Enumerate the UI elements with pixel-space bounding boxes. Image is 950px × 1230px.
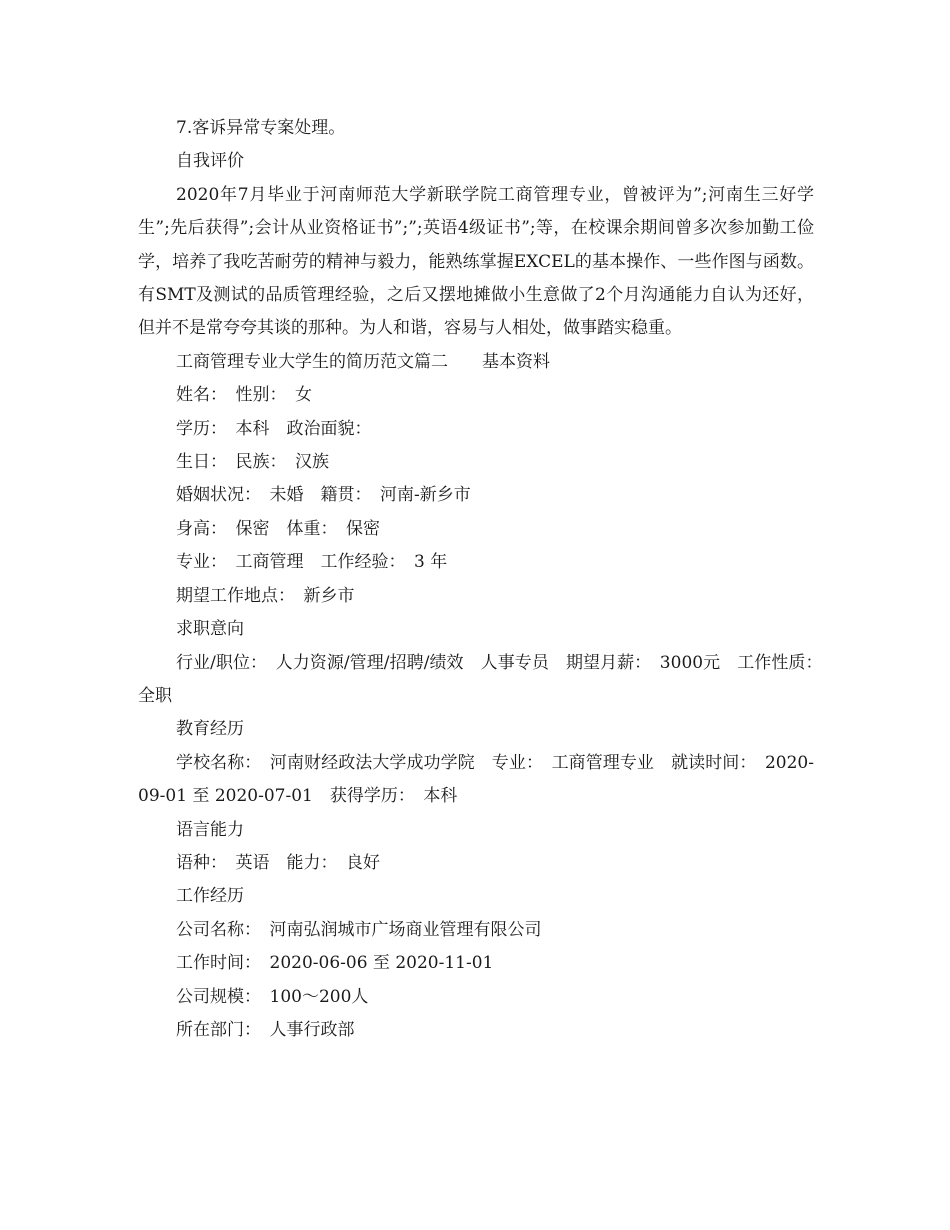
section-heading-self-evaluation: 自我评价 bbox=[176, 151, 244, 172]
education-details: 学校名称： 河南财经政法大学成功学院 专业： 工商管理专业 就读时间： 2020-09-01 至 2020-07-01 获得学历： 本科 bbox=[138, 752, 814, 807]
info-desired-location: 期望工作地点： 新乡市 bbox=[176, 585, 355, 606]
self-evaluation-paragraph: 2020年7月毕业于河南师范大学新联学院工商管理专业，曾被评为”;河南生三好学生”;先后获得”;会计从业资格证书”;”;英语4级证书”;等，在校课余期间曾多次参加勤工俭学，培养了我吃苦耐劳的精神与毅力，能熟练掌握EXCEL的基本操作、一些作图与函数。有SMT及测试的品质管理经验，之后又摆地摊做小生意做了2个月沟通能力自认为还好，但并不是常夸夸其谈的那种。为人和谐，容易与人相处，做事踏实稳重。 bbox=[138, 184, 814, 339]
section-heading-language: 语言能力 bbox=[176, 819, 244, 840]
info-height-weight: 身高： 保密 体重： 保密 bbox=[176, 518, 380, 539]
info-birthday-ethnicity: 生日： 民族： 汉族 bbox=[176, 452, 329, 473]
work-period: 工作时间： 2020-06-06 至 2020-11-01 bbox=[176, 953, 494, 974]
section-heading-education: 教育经历 bbox=[176, 719, 244, 740]
duty-item-7: 7.客诉异常专案处理。 bbox=[176, 118, 346, 138]
document-body bbox=[138, 112, 831, 1047]
work-company-name: 公司名称： 河南弘润城市广场商业管理有限公司 bbox=[176, 919, 542, 940]
work-department: 所在部门： 人事行政部 bbox=[176, 1019, 355, 1040]
language-details: 语种： 英语 能力： 良好 bbox=[176, 852, 380, 873]
work-company-size: 公司规模： 100～200人 bbox=[176, 986, 369, 1007]
info-name-gender: 姓名： 性别： 女 bbox=[176, 385, 312, 406]
info-major-experience: 专业： 工商管理 工作经验： 3 年 bbox=[176, 552, 448, 573]
section-heading-job-intention: 求职意向 bbox=[176, 619, 244, 640]
job-intention-details: 行业/职位： 人力资源/管理/招聘/绩效 人事专员 期望月薪： 3000元 工作性质： 全职 bbox=[138, 652, 831, 706]
section-heading-work-experience: 工作经历 bbox=[176, 886, 244, 907]
info-marital-hometown: 婚姻状况： 未婚 籍贯： 河南-新乡市 bbox=[176, 485, 471, 506]
info-education-political-status: 学历： 本科 政治面貌： bbox=[176, 418, 372, 439]
article-subtitle-basic-info: 工商管理专业大学生的简历范文篇二 基本资料 bbox=[176, 351, 550, 372]
